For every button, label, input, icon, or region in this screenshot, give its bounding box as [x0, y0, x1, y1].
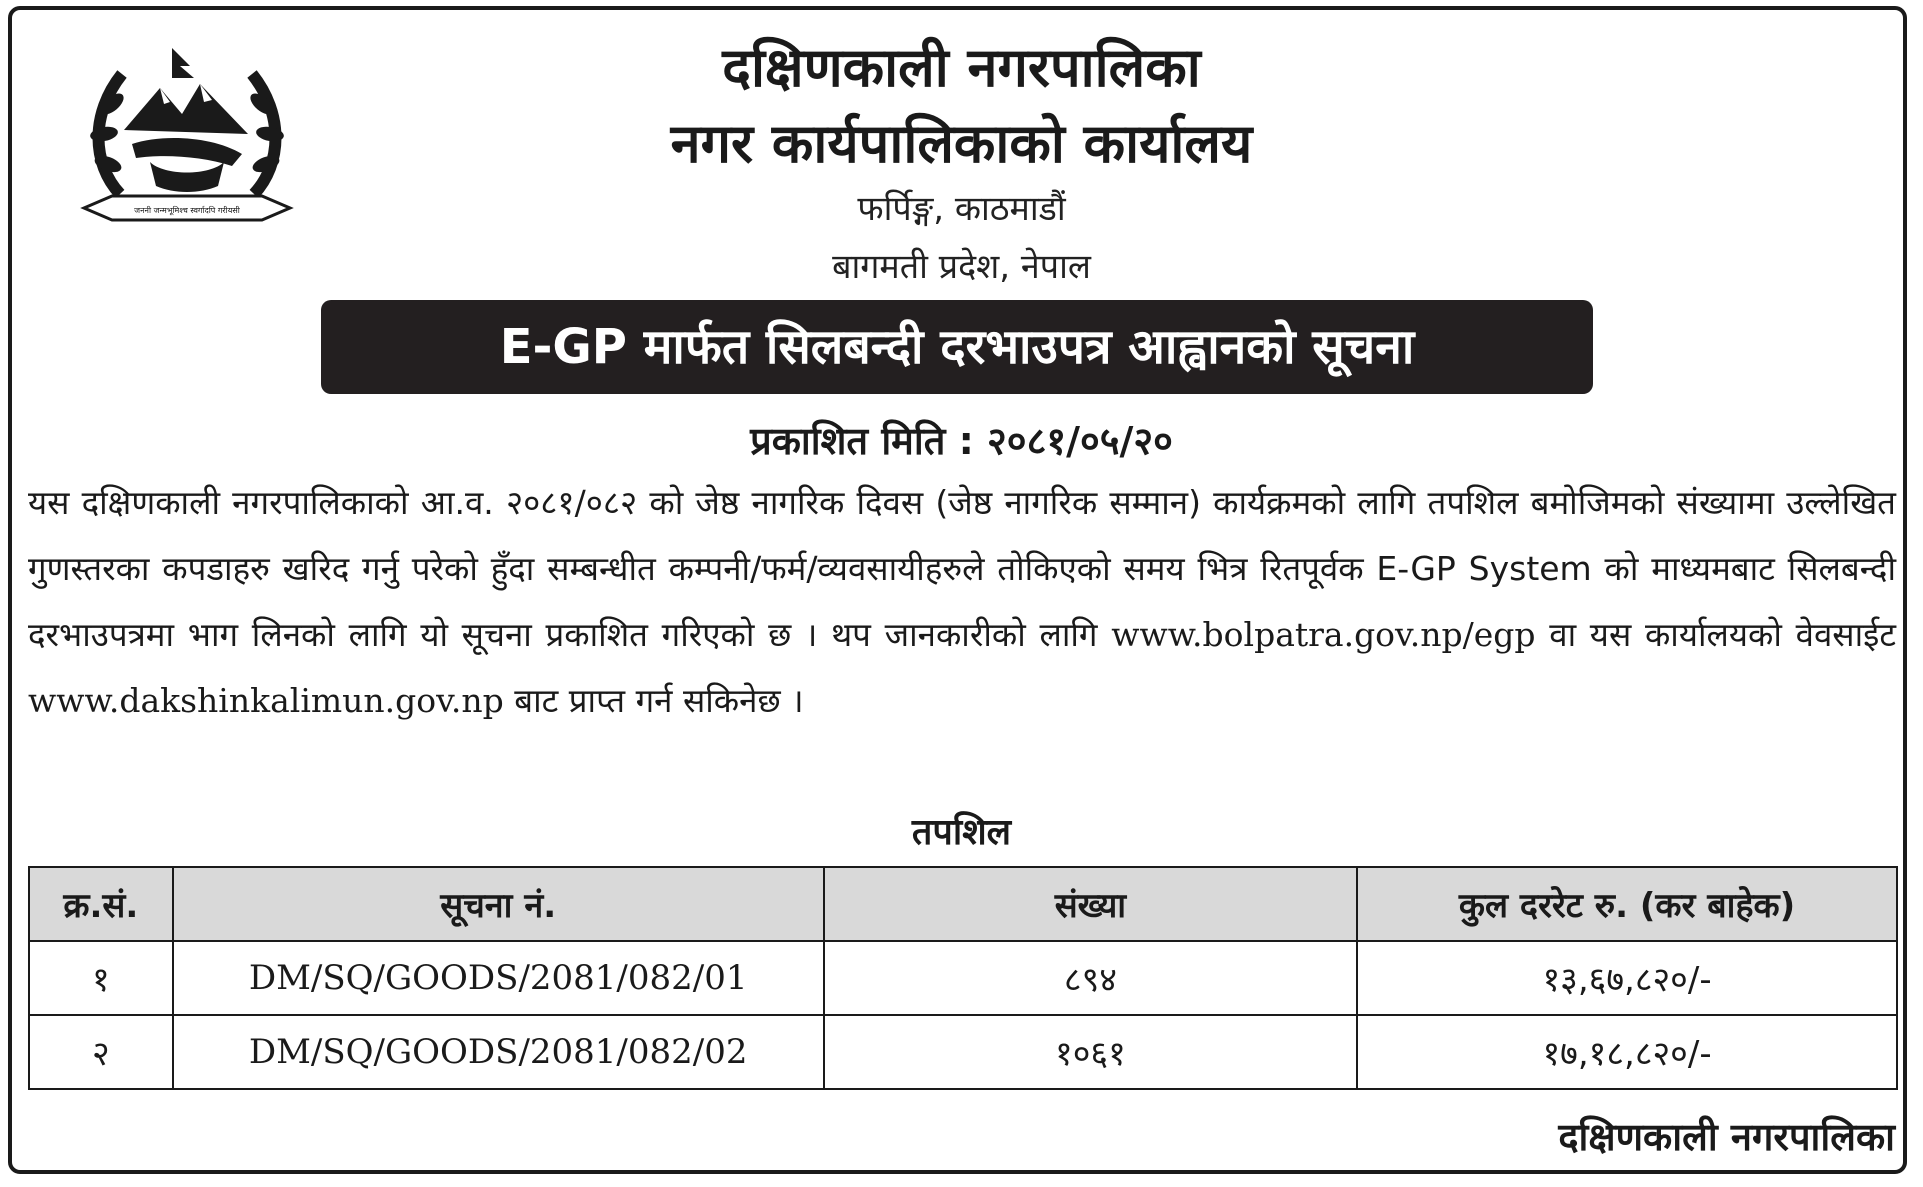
emblem-motto: जननी जन्मभूमिश्च स्वर्गादपि गरीयसी: [134, 206, 240, 215]
cell-notice-no: DM/SQ/GOODS/2081/082/02: [173, 1015, 824, 1089]
cell-quantity: ८९४: [824, 941, 1357, 1015]
table-row: [29, 941, 1897, 1015]
header-serial: क्र.सं.: [29, 867, 173, 941]
table-header-row: [29, 867, 1897, 941]
bolpatra-link[interactable]: www.bolpatra.gov.np/egp: [1111, 615, 1536, 654]
notice-banner: E-GP मार्फत सिलबन्दी दरभाउपत्र आह्वानको सूचना: [321, 300, 1593, 394]
cell-total-rate: १७,१८,८२०/-: [1357, 1015, 1897, 1089]
published-date: [0, 414, 1923, 466]
cell-total-rate: १३,६७,८२०/-: [1357, 941, 1897, 1015]
published-date-value: २०८१/०५/२०: [987, 419, 1173, 463]
signature: दक्षिणकाली नगरपालिका: [1558, 1115, 1895, 1159]
cell-serial: १: [29, 941, 173, 1015]
header-notice-no: सूचना नं.: [173, 867, 824, 941]
schedule-title: तपशिल: [911, 812, 1012, 853]
municipality-website-link[interactable]: www.dakshinkalimun.gov.np: [28, 681, 504, 720]
cell-notice-no: DM/SQ/GOODS/2081/082/01: [173, 941, 824, 1015]
address-line2: बागमती प्रदेश, नेपाल: [832, 247, 1091, 287]
header-total-rate: कुल दररेट रु. (कर बाहेक): [1357, 867, 1897, 941]
body-text-part2: वा यस कार्यालयको वेवसाईट: [1549, 615, 1896, 654]
body-text-part3: बाट प्राप्त गर्न सकिनेछ ।: [514, 681, 804, 720]
office-title: नगर कार्यपालिकाको कार्यालय: [670, 112, 1253, 175]
notice-body: [28, 470, 1896, 734]
cell-serial: २: [29, 1015, 173, 1089]
cell-quantity: १०६१: [824, 1015, 1357, 1089]
body-text-part1: यस दक्षिणकाली नगरपालिकाको आ.व. २०८१/०८२ को जेष्ठ नागरिक दिवस (जेष्ठ नागरिक सम्मान) कार्यक्रमको लागि तपशिल बमोजिमको संख्यामा उल्लेखित गुणस्तरका कपडाहरु खरिद गर्नु परेको हुँदा सम्बन्धीत कम्पनी/फर्म/व्यवसायीहरुले तोकिएको समय भित्र रितपूर्वक E-GP System को माध्यमबाट सिलबन्दी दरभाउपत्रमा भाग लिनको लागि यो सूचना प्रकाशित गरिएको छ । थप जानकारीको लागि: [28, 483, 1896, 654]
address-line1: फर्पिङ्ग, काठमाडौं: [857, 189, 1066, 229]
schedule-table: [28, 866, 1898, 1090]
table-row: [29, 1015, 1897, 1089]
header-quantity: संख्या: [824, 867, 1357, 941]
published-label: प्रकाशित मिति :: [750, 419, 974, 463]
municipality-title: दक्षिणकाली नगरपालिका: [722, 36, 1201, 99]
